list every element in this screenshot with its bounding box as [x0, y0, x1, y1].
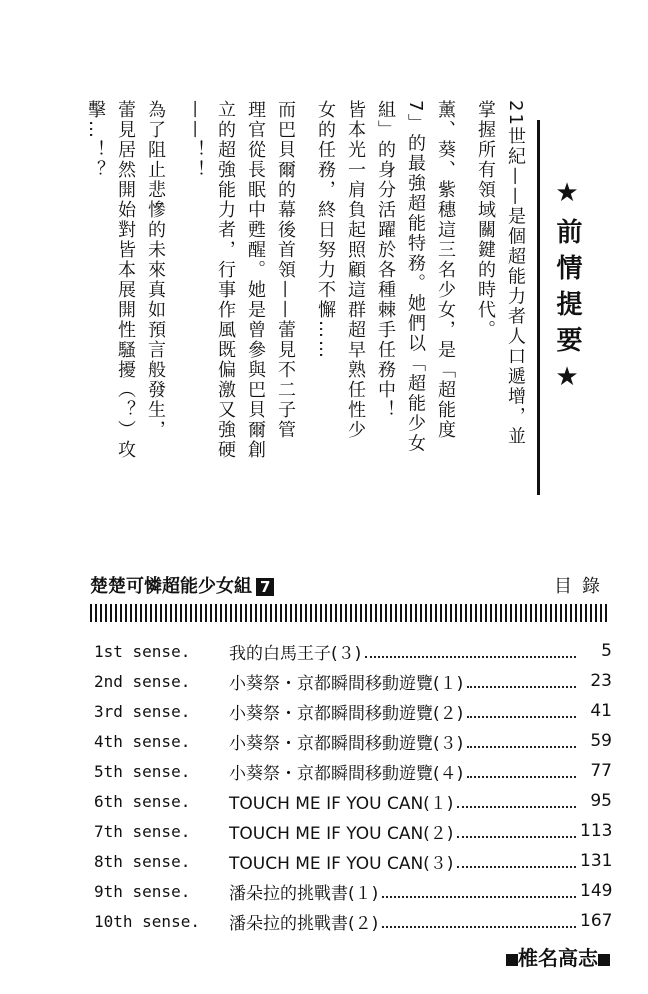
toc-entry [94, 726, 612, 756]
volume-badge: 7 [256, 578, 274, 596]
synopsis-line: 7」的最強超能特務。她們以「超能少女 [405, 100, 426, 454]
toc-sense: 6th sense. [94, 791, 191, 811]
toc-leader [382, 884, 576, 898]
toc-leader [467, 734, 576, 748]
toc-entry [94, 876, 612, 906]
toc-chapter: 小葵祭・京都瞬間移動遊覽(３) [229, 733, 464, 754]
toc-chapter: 小葵祭・京都瞬間移動遊覽(４) [229, 763, 464, 784]
toc-leader [457, 854, 576, 868]
synopsis-line: 擊…！？ [85, 100, 106, 180]
toc-chapter: TOUCH ME IF YOU CAN(３) [229, 853, 454, 874]
author-name: 椎名高志 [518, 946, 598, 970]
toc-leader [457, 824, 576, 838]
decorative-divider [90, 604, 610, 622]
toc-chapter: TOUCH ME IF YOU CAN(１) [229, 793, 454, 814]
toc-sense: 4th sense. [94, 731, 191, 751]
toc-entry [94, 696, 612, 726]
toc-entry [94, 906, 612, 936]
author-credit [506, 942, 610, 971]
toc-sense: 2nd sense. [94, 671, 191, 691]
toc-list [94, 636, 612, 936]
toc-page: 167 [580, 911, 613, 931]
toc-page: 5 [601, 641, 612, 661]
toc-page: 95 [590, 791, 612, 811]
toc-sense: 1st sense. [94, 641, 191, 661]
synopsis-section [80, 100, 600, 500]
synopsis-line: 皆本光一肩負起照顧這群超早熟任性少 [345, 100, 366, 440]
toc-sense: 8th sense. [94, 851, 191, 871]
synopsis-line: 女的任務，終日努力不懈…… [315, 100, 336, 360]
synopsis-line: 而巴貝爾的幕後首領——蕾見不二子管 [275, 100, 296, 440]
toc-leader [382, 914, 576, 928]
toc-entry [94, 816, 612, 846]
toc-entry [94, 846, 612, 876]
toc-header [90, 572, 610, 602]
toc-chapter: 我的白馬王子(３) [229, 643, 362, 664]
synopsis-body [80, 100, 530, 480]
toc-page: 149 [580, 881, 613, 901]
synopsis-heading-box [537, 120, 592, 495]
toc-sense: 3rd sense. [94, 701, 191, 721]
toc-chapter: 小葵祭・京都瞬間移動遊覽(１) [229, 673, 464, 694]
toc-page: 59 [590, 731, 612, 751]
toc-sense: 10th sense. [94, 911, 200, 931]
toc-chapter: TOUCH ME IF YOU CAN(２) [229, 823, 454, 844]
synopsis-line: 立的超強能力者，行事作風既偏激又強硬 [215, 100, 236, 460]
synopsis-line: 21世紀——是個超能力者人口遞增，並 [505, 100, 526, 447]
toc-chapter: 小葵祭・京都瞬間移動遊覽(２) [229, 703, 464, 724]
synopsis-line: 組」的身分活躍於各種棘手任務中！ [375, 100, 396, 420]
toc-entry [94, 666, 612, 696]
toc-chapter: 潘朵拉的挑戰書(１) [229, 883, 379, 904]
toc-leader [467, 704, 576, 718]
toc-sense: 7th sense. [94, 821, 191, 841]
synopsis-line: 薰、葵、紫穗這三名少女，是「超能度 [435, 100, 456, 440]
synopsis-heading: ★前情提要★ [552, 178, 582, 402]
toc-chapter: 潘朵拉的挑戰書(２) [229, 913, 379, 934]
synopsis-line: 為了阻止悲慘的未來真如預言般發生， [145, 100, 166, 440]
toc-label: 目錄 [554, 576, 610, 597]
series-title-text: 楚楚可憐超能少女組 [90, 576, 252, 597]
synopsis-line: 蕾見居然開始對皆本展開性騷擾（？）攻 [115, 100, 136, 460]
toc-page: 41 [590, 701, 612, 721]
toc-leader [457, 794, 576, 808]
series-title [90, 572, 274, 598]
toc-page: 113 [580, 821, 613, 841]
toc-leader [467, 674, 576, 688]
toc-entry [94, 786, 612, 816]
toc-leader [365, 644, 576, 658]
toc-sense: 9th sense. [94, 881, 191, 901]
square-icon [506, 954, 518, 966]
toc-page: 77 [590, 761, 612, 781]
synopsis-line: 掌握所有領域關鍵的時代。 [475, 100, 496, 340]
toc-sense: 5th sense. [94, 761, 191, 781]
toc-page: 131 [580, 851, 613, 871]
synopsis-line: 理官從長眠中甦醒。她是曾參與巴貝爾創 [245, 100, 266, 460]
synopsis-line: ——！！ [185, 100, 206, 180]
toc-entry [94, 636, 612, 666]
toc-page: 23 [590, 671, 612, 691]
toc-leader [467, 764, 576, 778]
square-icon [598, 954, 610, 966]
toc-entry [94, 756, 612, 786]
